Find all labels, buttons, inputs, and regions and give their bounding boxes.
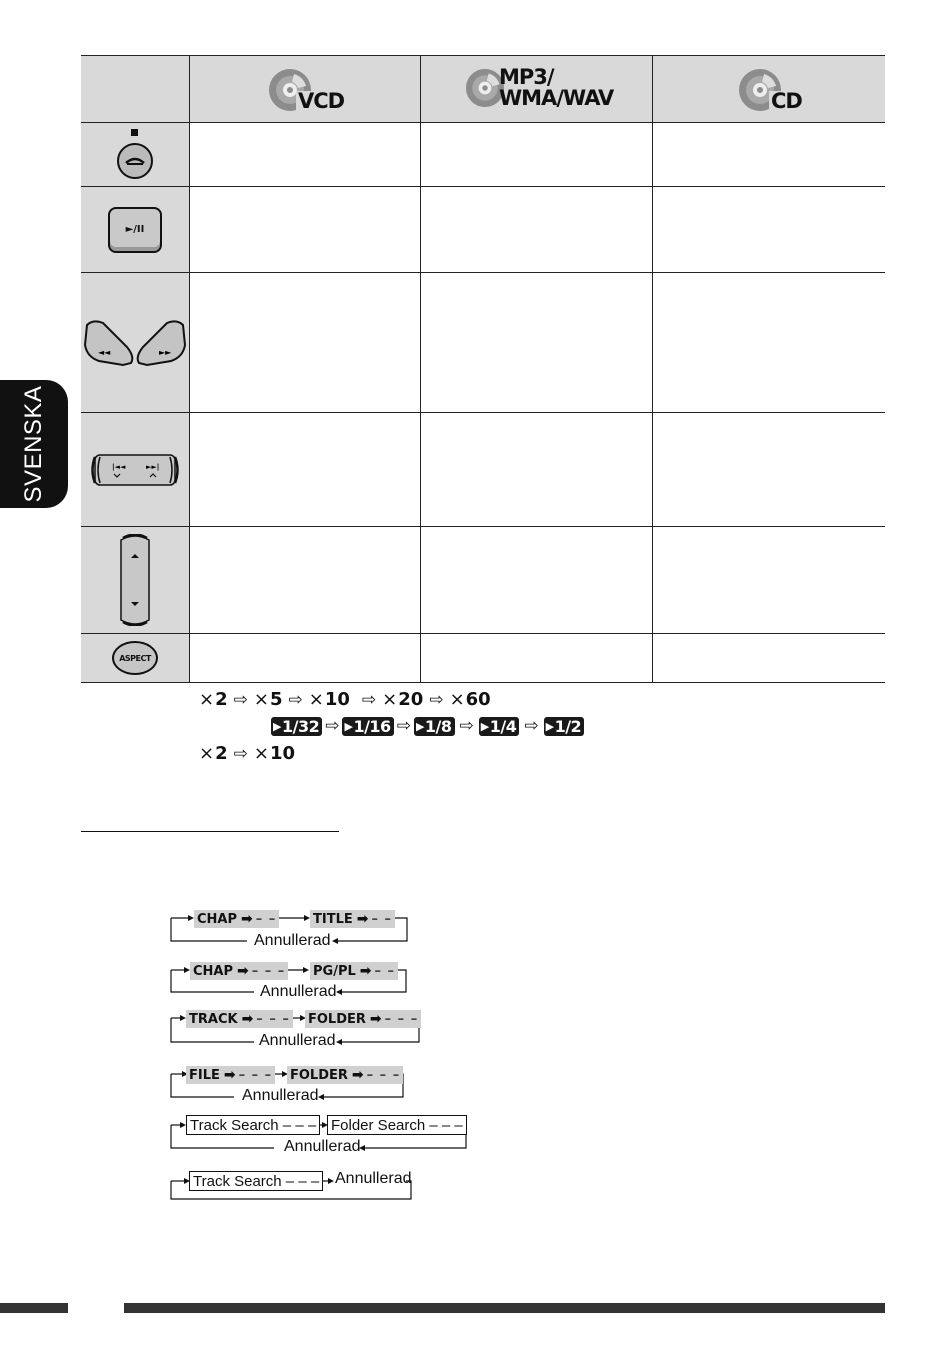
column-divider	[652, 55, 653, 683]
svg-text:►►: ►►	[159, 347, 172, 357]
chip-label: FILE	[189, 1067, 220, 1083]
chip-dashes: – – –	[256, 1011, 290, 1027]
play-pause-cell	[81, 187, 189, 272]
chip-dashes: – – –	[251, 963, 286, 979]
search-diagram-6	[170, 1169, 420, 1203]
folder-search-chip	[287, 1066, 403, 1084]
pointing-arrow-icon: ➡	[223, 1067, 236, 1083]
speed-value: 10	[269, 743, 296, 764]
slow-speed-value: 1/32	[281, 716, 320, 736]
pointing-arrow-icon: ➡	[369, 1011, 382, 1027]
chapter-search-chip	[194, 910, 279, 928]
speed-value: 10	[324, 689, 350, 710]
chip-dashes: – – –	[384, 1011, 419, 1027]
times-sign: ×	[449, 689, 465, 710]
aspect-button[interactable]	[112, 641, 158, 675]
column-divider	[189, 55, 190, 683]
aspect-cell	[81, 634, 189, 682]
pointing-arrow-icon: ➡	[359, 963, 372, 979]
times-sign: ×	[253, 689, 269, 710]
times-sign: ×	[382, 689, 398, 710]
header-vcd-label: VCD	[298, 89, 345, 113]
skip-cell	[81, 413, 189, 526]
cancelled-label: Annullerad	[335, 1170, 412, 1187]
cancelled-label: Annullerad	[260, 983, 337, 1000]
header-vcd	[268, 68, 346, 112]
arrow-icon: ⇨	[325, 716, 340, 736]
arrow-icon: ⇨	[524, 716, 539, 736]
track-search-box	[186, 1115, 320, 1135]
cancelled-label: Annullerad	[242, 1087, 319, 1104]
cancelled-label: Annullerad	[254, 932, 331, 949]
slow-speed-value: 1/2	[554, 716, 582, 736]
section-rule	[81, 831, 339, 832]
speed-value: 60	[465, 689, 491, 710]
arrow-icon: ⇨	[396, 716, 411, 736]
row-divider	[81, 526, 885, 527]
pointing-arrow-icon: ➡	[241, 911, 253, 927]
language-side-tab	[0, 380, 68, 508]
rewind-forward-cell	[81, 273, 189, 412]
header-cd-label: CD	[771, 89, 802, 113]
language-label: SVENSKA	[20, 385, 47, 503]
search-diagram-5	[170, 1114, 470, 1158]
chip-label: FOLDER	[290, 1067, 348, 1083]
slow-speed-badge: ▶ 1/16	[342, 717, 393, 736]
search-diagram-3	[170, 1008, 430, 1050]
row-divider	[81, 186, 885, 187]
svg-text:|◄◄: |◄◄	[112, 462, 126, 471]
up-down-cell	[81, 527, 189, 633]
header-mp3-label: MP3/ WMA/WAV	[499, 65, 614, 110]
times-sign: ×	[199, 743, 215, 764]
chip-dashes: – – –	[238, 1067, 273, 1083]
slow-speed-badge: ▶ 1/4	[479, 717, 520, 736]
cancelled-label: Annullerad	[259, 1032, 336, 1049]
track-search-box	[189, 1171, 323, 1191]
speed-value: 2	[215, 743, 228, 764]
arrow-icon: ⇨	[429, 689, 444, 710]
speed-value: 5	[269, 689, 283, 710]
slow-speed-line	[271, 716, 584, 736]
skip-back-forward-buttons[interactable]	[90, 453, 180, 487]
slow-speed-value: 1/8	[424, 716, 452, 736]
times-sign: ×	[253, 743, 269, 764]
chip-dashes: – –	[371, 911, 393, 927]
row-divider	[81, 272, 885, 273]
fast-speed-line-1	[199, 689, 491, 710]
arrow-icon: ⇨	[233, 689, 248, 710]
pointing-arrow-icon: ➡	[237, 963, 249, 979]
row-divider	[81, 682, 885, 683]
svg-text:◄◄: ◄◄	[98, 347, 111, 357]
row-divider	[81, 633, 885, 634]
chip-dashes: – – –	[366, 1067, 401, 1083]
footer-bar-left	[0, 1303, 68, 1313]
folder-search-chip	[305, 1010, 421, 1028]
speed-value: 2	[215, 689, 228, 710]
times-sign: ×	[308, 689, 324, 710]
function-table	[81, 55, 885, 683]
track-search-chip	[186, 1010, 293, 1028]
chapter-search-chip	[190, 962, 288, 980]
file-search-chip	[186, 1066, 275, 1084]
slow-speed-value: 1/16	[353, 716, 391, 736]
stop-button-cell	[81, 123, 189, 186]
up-down-buttons[interactable]	[117, 534, 153, 626]
slow-speed-value: 1/4	[489, 716, 517, 736]
chip-label: CHAP	[197, 911, 238, 927]
aspect-label: ASPECT	[119, 653, 151, 663]
speed-value: 20	[398, 689, 424, 710]
chip-label: PG/PL	[313, 963, 356, 979]
arrow-icon: ⇨	[361, 689, 377, 710]
chip-dashes: – –	[374, 963, 396, 979]
search-diagram-4	[170, 1063, 410, 1105]
header-mp3-wma-wav	[465, 67, 613, 109]
chip-label: TITLE	[313, 911, 353, 927]
playlist-search-chip	[310, 962, 398, 980]
arrow-icon: ⇨	[233, 743, 248, 764]
pointing-arrow-icon: ➡	[356, 911, 369, 927]
times-sign: ×	[199, 689, 215, 710]
row-divider	[81, 412, 885, 413]
chip-label: TRACK	[189, 1011, 238, 1027]
folder-search-box	[327, 1115, 467, 1135]
chip-label: FOLDER	[308, 1011, 366, 1027]
slow-speed-badge: ▶ 1/8	[414, 717, 455, 736]
box-label: Folder Search – – –	[331, 1116, 463, 1134]
stop-button[interactable]	[113, 127, 157, 183]
search-diagram-1	[170, 908, 410, 948]
row-divider	[81, 122, 885, 123]
slow-speed-badge: ▶ 1/2	[544, 717, 585, 736]
svg-text:►►|: ►►|	[146, 462, 160, 471]
title-search-chip	[310, 910, 395, 928]
search-diagram-2	[170, 960, 410, 1000]
fast-speed-line-2	[199, 743, 295, 764]
column-divider	[420, 55, 421, 683]
box-label: Track Search – – –	[193, 1172, 320, 1190]
pointing-arrow-icon: ➡	[351, 1067, 364, 1083]
header-cd	[738, 68, 804, 112]
chip-label: CHAP	[193, 963, 234, 979]
box-label: Track Search – – –	[190, 1116, 317, 1134]
arrow-icon: ⇨	[459, 716, 474, 736]
play-pause-button[interactable]	[108, 207, 162, 253]
arrow-icon: ⇨	[288, 689, 303, 710]
slow-speed-badge: ▶ 1/32	[271, 717, 322, 736]
cancelled-label: Annullerad	[284, 1138, 361, 1155]
play-pause-label: ►/II	[125, 224, 145, 235]
rewind-forward-buttons[interactable]	[83, 317, 187, 369]
chip-dashes: – –	[255, 911, 277, 927]
pointing-arrow-icon: ➡	[241, 1011, 254, 1027]
footer-bar-right	[124, 1303, 885, 1313]
